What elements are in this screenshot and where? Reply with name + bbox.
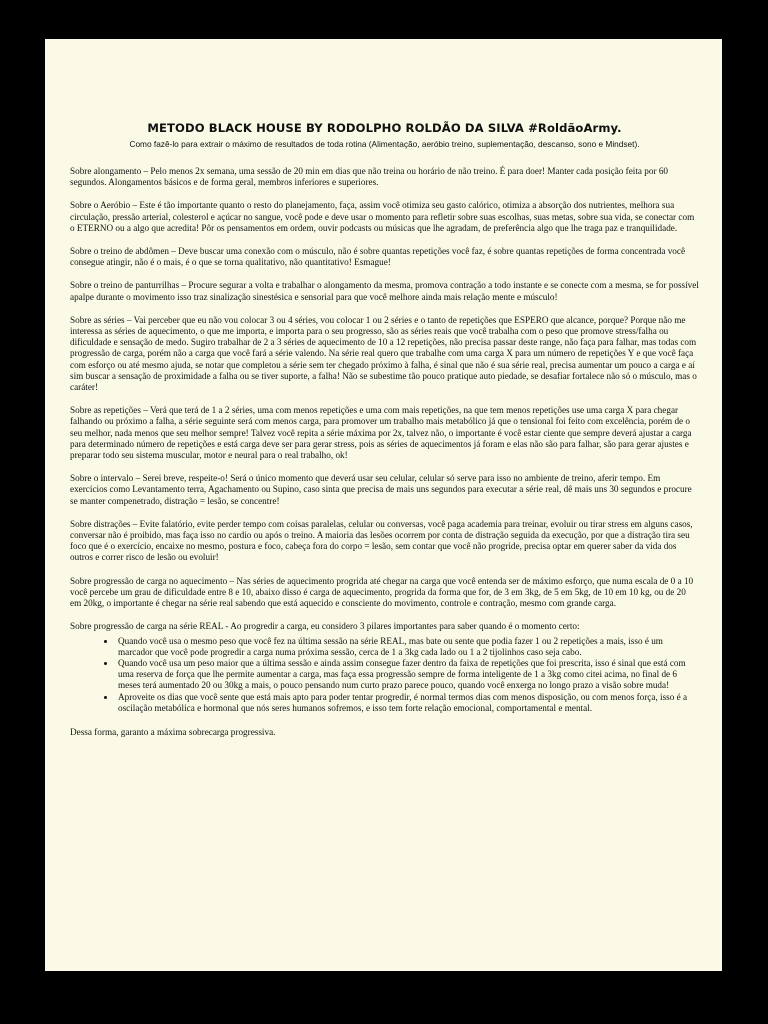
list-item: • Aproveite os dias que você sente que está mais apto para poder tentar progredir, é normal termos dias com menos disposição, ou com menos força, isso é a oscilação metabólica e hormonal que nós seres humanos sofremos, e isso tem forte relação emocional, comportamental e mental. (116, 692, 699, 714)
list-item: • Quando você usa o mesmo peso que você fez na última sessão na série REAL, mas bate ou sente que podia fazer 1 ou 2 repetições a mais, isso é um marcador que você pode progredir a carga numa próxima sessão, cerca de 1 a 3kg cada lado ou 1 a 2 tijolinhos caso seja cabo. (116, 636, 699, 658)
document-page (45, 39, 722, 971)
paragraph-intervalo: Sobre o intervalo – Serei breve, respeite-o! Será o único momento que deverá usar seu celular, celular só serve para isso no ambiente de treino, aferir tempo. Em exercícios como Levantamento terra, Agachamento ou Supino, caso sinta que precisa de mais uns segundos para executar a série real, dê mais uns 30 segundos e procure se manter compenetrado, distração = lesão, se concentre! (70, 473, 692, 506)
paragraph-distracoes: Sobre distrações – Evite falatório, evite perder tempo com coisas paralelas, celular ou conversas, você paga academia para treinar, evoluir ou tirar stress em alguns casos, conversar não é proibido, mas faça isso no cardio ou após o treino. A maioria das lesões ocorrem por conta de distração seguida da execução, por que a distração tira seu foco que é o exercício, encaixe no mesmo, postura e foco, cabeça fora do corpo = lesão, sem contar que você não progride, precisa optar em querer saber da vida dos outros e correr risco de lesão ou evoluir! (70, 518, 693, 563)
paragraph-abdomen: Sobre o treino de abdômen – Deve buscar uma conexão com o músculo, não é sobre quantas repetições você faz, é sobre quantas repetições de forma concentrada você consegue atingir, não é o mais, é o que se torna qualitativo, não quantitativo! Esmague! (70, 246, 686, 268)
paragraph-progressao-real: Sobre progressão de carga na série REAL - Ao progredir a carga, eu considero 3 pilares importantes para saber quando é o momento certo: (70, 621, 580, 632)
list-item: • Quando você usa um peso maior que a última sessão e ainda assim consegue fazer dentro da faixa de repetições que foi prescrita, isso é sinal que está com uma reserva de força que lhe permite aumentar a carga, mas faça essa progressão sempre de forma inteligente de 1 a 3kg como citei acima, no final de 6 meses terá aumentado 20 ou 30kg a mais, o pouco pensando num curto prazo parece pouco, quando você enxerga no longo prazo a visão sobre muda! (116, 658, 699, 692)
paragraph-alongamento: Sobre alongamento – Pelo menos 2x semana, uma sessão de 20 min em dias que não treina ou horário de não treino. É para doer! Manter cada posição feita por 60 segundos. Alongamentos básicos e de forma geral, membros inferiores e superiores. (70, 166, 669, 188)
paragraph-repeticoes: Sobre as repetições – Verá que terá de 1 a 2 séries, uma com menos repetições e uma com mais repetições, na que tem menos repetições use uma carga X para chegar falhando ou próximo a falha, a série seguinte será com menos carga, para promover um trabalho mais metabólico já que o tensional foi feito com excelência, porém de o seu melhor, nada menos que seu melhor sempre! Talvez você repita a série máxima por 2x, talvez não, o importante é você estar ciente que sempre deverá ajustar a carga para determinado número de repetições e está carga deve ser para gerar stress, pois as séries de aquecimentos já foram e elas não são para falhar, são para gerar ajustes e preparar todo seu sistema muscular, motor e neural para o real trabalho, ok! (70, 405, 692, 461)
paragraph-aerobio: Sobre o Aeróbio – Este é tão importante quanto o resto do planejamento, faça, assim você otimiza seu gasto calórico, otimiza a absorção dos nutrientes, melhora sua circulação, pressão arterial, colesterol e açúcar no sangue, você pode e deve usar o momento para refletir sobre suas escolhas, suas metas, sobre sua vida, se conectar com o ETERNO ou a algo que acredita! Pôr os pensamentos em ordem, ouvir podcasts ou músicas que lhe agradam, de preferência algo que lhe traga paz e tranquilidade. (70, 200, 695, 233)
paragraph-progressao-aquecimento: Sobre progressão de carga no aquecimento – Nas séries de aquecimento progrida até chegar na carga que você entenda ser de máximo esforço, que numa escala de 0 a 10 você percebe um grau de dificuldade entre 8 e 10, abaixo disso é carga de aquecimento, progrida da forma que for, de 3 em 3kg, de 5 em 5kg, de 10 em 10 kg, ou de 20 em 20kg, o importante é chegar na série real sabendo que está aquecido e consciente do movimento, controle e contração, mesmo com grande carga. (70, 575, 694, 609)
bullet-list (70, 636, 699, 714)
closing-line: Dessa forma, garanto a máxima sobrecarga progressiva. (70, 726, 276, 737)
paragraph-panturrilhas: Sobre o treino de panturrilhas – Procure segurar a volta e trabalhar o alongamento da mesma, promova contração a todo instante e se conecte com a mesma, se for possível apalpe durante o movimento isso traz sinalização sinestésica e sensorial para que você melhore ainda mais relação mente e músculo! (70, 280, 699, 302)
document-title: METODO BLACK HOUSE BY RODOLPHO ROLDÃO DA SILVA #RoldãoArmy. (147, 121, 622, 135)
paragraph-series: Sobre as séries – Vai perceber que eu não vou colocar 3 ou 4 séries, vou colocar 1 ou 2 séries e o tanto de repetições que ESPERO que alcance, porque? Porque não me interessa as séries de aquecimento, o que me importa, e importa para o seu progresso, são as séries reais que você trabalha com o peso que promove stress/falha ou dificuldade e sensação de medo. Sugiro trabalhar de 2 a 3 séries de aquecimento de 10 a 12 repetições, não precisa passar deste range, não faça para falhar, mas todas com progressão de carga, porém não a carga que você fará a série valendo. Na série real quero que trabalhe com uma carga X para um número de repetições Y e que você faça com esforço ou até mesmo ajuda, se notar que completou a série sem ter chegado próximo à falha, é sinal que não é sua série real, precisa aumentar um pouco a carga e aí sim buscar a sensação de proximidade a falha ou se tiver suporte, a falha! Não se subestime tão pouco pratique auto piedade, se desafiar fortalece não só o músculo, mas o caráter! (70, 314, 697, 393)
document-subtitle: Como fazê-lo para extrair o máximo de resultados de toda rotina (Alimentação, aeróbio treino, suplementação, descanso, sono e Mindset). (129, 139, 640, 149)
